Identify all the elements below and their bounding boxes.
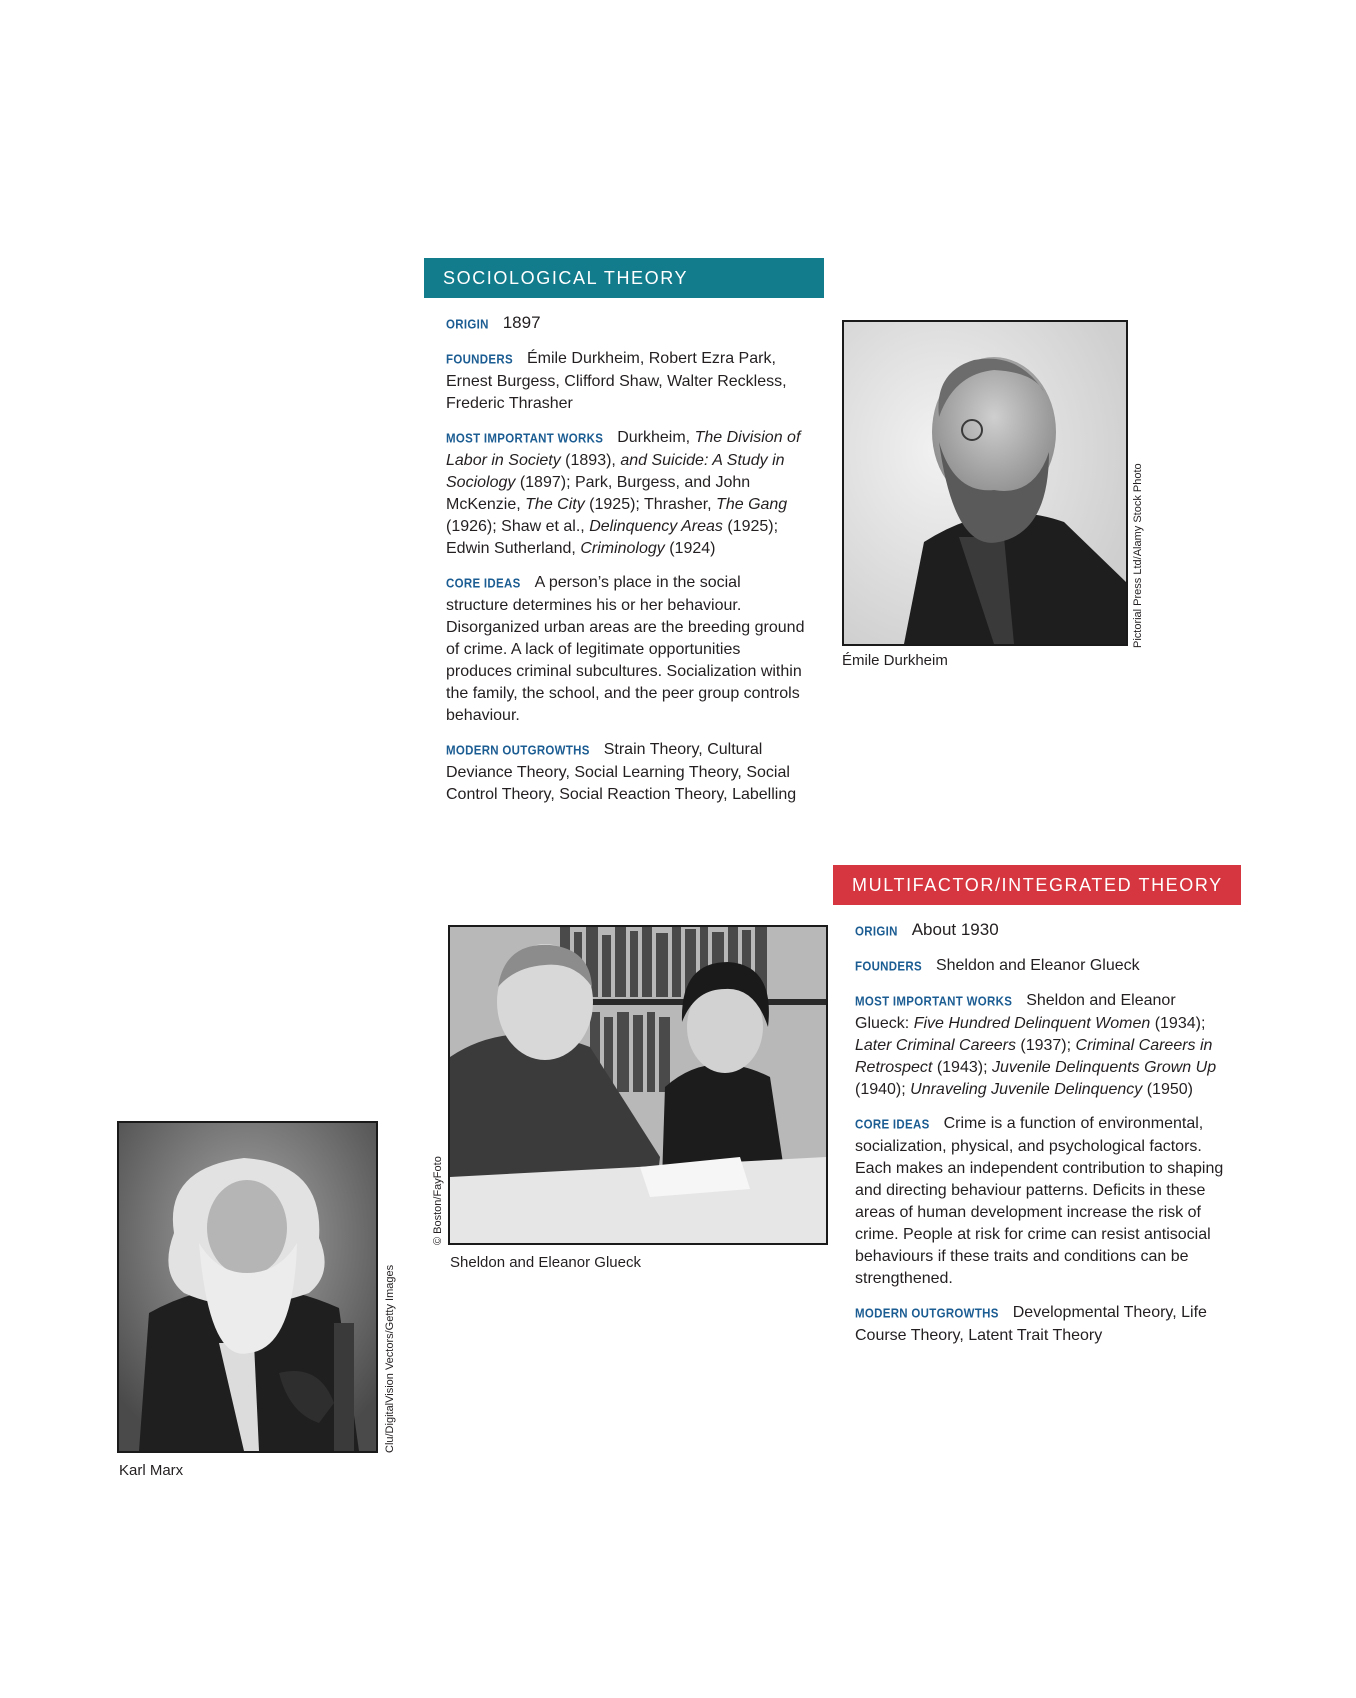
founders-label: FOUNDERS bbox=[855, 960, 922, 974]
glueck-photo-credit: © Boston/FayFoto bbox=[432, 1156, 444, 1245]
core-ideas-label: CORE IDEAS bbox=[855, 1118, 930, 1132]
works-row bbox=[446, 427, 806, 560]
founders-value: Émile Durkheim, Robert Ezra Park, Ernest Burgess, Clifford Shaw, Walter Reckless, Frederic Thrasher bbox=[446, 350, 787, 412]
founders-value: Sheldon and Eleanor Glueck bbox=[935, 957, 1140, 974]
outgrowths-label: MODERN OUTGROWTHS bbox=[855, 1307, 999, 1321]
outgrowths-row bbox=[446, 739, 806, 806]
founders-row bbox=[446, 348, 806, 415]
marx-portrait-image bbox=[119, 1123, 376, 1451]
durkheim-caption: Émile Durkheim bbox=[842, 652, 948, 669]
origin-value: About 1930 bbox=[911, 920, 999, 939]
works-row bbox=[855, 990, 1225, 1101]
outgrowths-row bbox=[855, 1302, 1225, 1347]
core-ideas-row bbox=[855, 1113, 1225, 1290]
marx-photo bbox=[117, 1121, 378, 1453]
multifactor-theory-details bbox=[855, 919, 1225, 1359]
glueck-portrait-image bbox=[450, 927, 826, 1243]
multifactor-theory-banner: MULTIFACTOR/INTEGRATED THEORY bbox=[833, 865, 1241, 905]
works-label: MOST IMPORTANT WORKS bbox=[855, 995, 1013, 1009]
marx-photo-credit: Clu/DigitalVision Vectors/Getty Images bbox=[384, 1264, 396, 1453]
works-text: Sheldon and Eleanor Glueck: Five Hundred Delinquent Women (1934); Later Criminal Careers (1937); Criminal Careers in Retrospect (1943); Juvenile Delinquents Grown Up (1940); Unraveling Juvenile Delinquency (1950) bbox=[855, 992, 1217, 1098]
marx-caption: Karl Marx bbox=[119, 1462, 184, 1479]
glueck-caption: Sheldon and Eleanor Glueck bbox=[450, 1254, 641, 1271]
durkheim-portrait-image bbox=[844, 322, 1126, 644]
sociological-theory-banner: SOCIOLOGICAL THEORY bbox=[424, 258, 824, 298]
origin-label: ORIGIN bbox=[855, 925, 898, 939]
core-ideas-value: A person’s place in the social structure determines his or her behaviour. Disorganized urban areas are the breeding ground of crime. A lack of legitimate opportunities produces criminal subcultures. Socialization within the family, the school, and the peer group controls behaviour. bbox=[446, 574, 805, 724]
outgrowths-value: Strain Theory, Cultural Deviance Theory, Social Learning Theory, Social Control Theory, Social Reaction Theory, Labelling bbox=[446, 741, 797, 803]
outgrowths-value: Developmental Theory, Life Course Theory, Latent Trait Theory bbox=[855, 1304, 1207, 1344]
founders-label: FOUNDERS bbox=[446, 353, 513, 367]
durkheim-photo-credit: Pictorial Press Ltd/Alamy Stock Photo bbox=[1132, 463, 1144, 648]
works-label: MOST IMPORTANT WORKS bbox=[446, 432, 604, 446]
origin-row bbox=[446, 312, 806, 336]
core-ideas-row bbox=[446, 572, 806, 727]
core-ideas-value: Crime is a function of environmental, socialization, physical, and psychological factors. Each makes an independent contribution to shaping and directing behaviour patterns. Deficits in these areas of human development increase the risk of crime. People at risk for crime can resist antisocial behaviours if these traits and conditions can be strengthened. bbox=[855, 1115, 1224, 1287]
origin-label: ORIGIN bbox=[446, 318, 489, 332]
core-ideas-label: CORE IDEAS bbox=[446, 577, 521, 591]
glueck-photo bbox=[448, 925, 828, 1245]
durkheim-photo bbox=[842, 320, 1128, 646]
origin-row bbox=[855, 919, 1225, 943]
founders-row bbox=[855, 955, 1225, 978]
works-text: Durkheim, The Division of Labor in Society (1893), and Suicide: A Study in Sociology (1897); Park, Burgess, and John McKenzie, The City (1925); Thrasher, The Gang (1926); Shaw et al., Delinquency Areas (1925); Edwin Sutherland, Criminology (1924) bbox=[446, 429, 801, 557]
outgrowths-label: MODERN OUTGROWTHS bbox=[446, 744, 590, 758]
sociological-theory-details bbox=[446, 312, 806, 818]
origin-value: 1897 bbox=[502, 313, 541, 332]
